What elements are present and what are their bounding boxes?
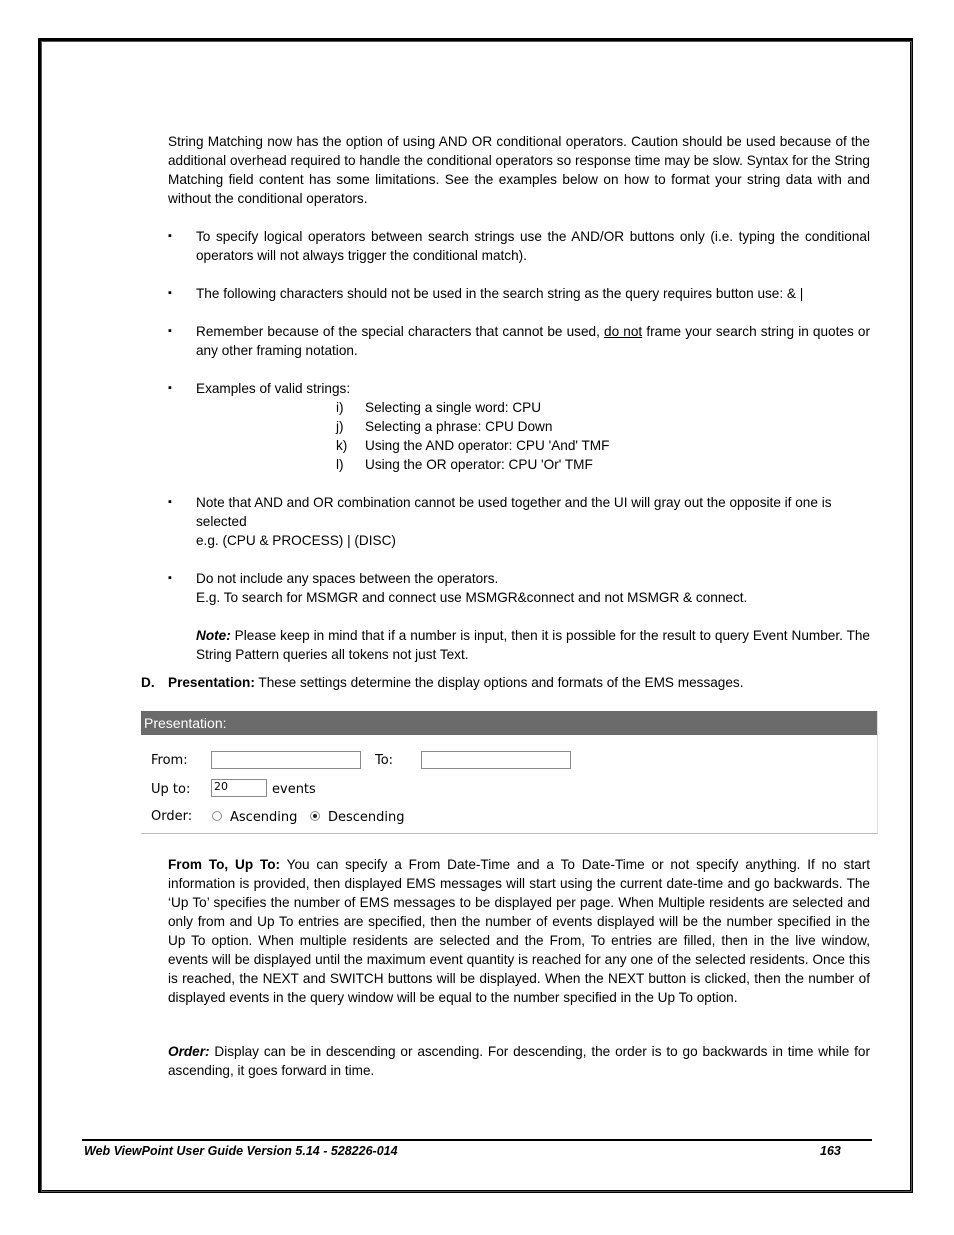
descending-label: Descending <box>328 810 405 825</box>
bullet-forbidden-characters: The following characters should not be used in the search string as the query requires button use: & | <box>196 286 804 301</box>
example-number: j) <box>336 419 344 434</box>
from-label: From: <box>151 753 188 768</box>
order-para-label: Order: <box>168 1044 210 1059</box>
from-to-label: From To, Up To: <box>168 857 281 872</box>
do-not-emphasis: do not <box>604 324 643 339</box>
order-text: Display can be in descending or ascending. For descending, the order is to go backwards in time while for ascending, it goes forward in time. <box>168 1044 870 1078</box>
bullet-marker: ▪ <box>168 230 172 242</box>
bullet-examples-heading: Examples of valid strings: <box>196 381 351 396</box>
presentation-panel-header: Presentation: <box>141 711 877 735</box>
bullet-and-or-example: e.g. (CPU & PROCESS) | (DISC) <box>196 533 396 548</box>
bullet-framing-text: Remember because of the special characters that cannot be used, <box>196 324 605 339</box>
from-to-paragraph <box>168 855 870 1007</box>
bullet-marker: ▪ <box>168 572 172 584</box>
from-to-text: You can specify a From Date-Time and a To Date-Time or not specify anything. If no start information is provided, then displayed EMS messages will start using the current date-time and go backwards. The ‘Up To’ specifies the number of EMS messages to be displayed per page. When Multiple residents are selected and only from and Up To entries are specified, then the number of events displayed will be the number specified in the Up To option. When multiple residents are selected and the From, To entries are filled, then in the live window, events will be displayed until the maximum event quantity is reached for any one of the selected residents. Once this is reached, the NEXT and SWITCH buttons will be displayed. When the NEXT button is clicked, then the number of displayed events in the query window will be equal to the number specified in the Up To option. <box>168 857 870 1005</box>
up-to-label: Up to: <box>151 782 191 797</box>
bullet-logical-operators: To specify logical operators between search strings use the AND/OR buttons only (i.e. typing the conditional operators will not always trigger the conditional match). <box>196 229 870 263</box>
events-label: events <box>272 782 316 797</box>
section-d-letter: D. <box>141 675 155 690</box>
bullet-marker: ▪ <box>168 496 172 508</box>
section-d-text: These settings determine the display options and formats of the EMS messages. <box>254 675 744 690</box>
page-border-inner <box>41 41 912 1192</box>
radio-selected-dot <box>313 814 317 818</box>
bullet-framing-text-end: frame your search string in quotes or any other framing notation. <box>196 324 870 358</box>
to-label: To: <box>375 753 394 768</box>
bullet-and-or-combination: Note that AND and OR combination cannot be used together and the UI will gray out the opposite if one is selected <box>196 495 832 529</box>
footer-title: Web ViewPoint User Guide Version 5.14 - 528226-014 <box>84 1144 398 1158</box>
note-text: Please keep in mind that if a number is input, then it is possible for the result to query Event Number. The String Pattern queries all tokens not just Text. <box>196 628 870 662</box>
section-d-paragraph <box>168 673 870 692</box>
example-text: Using the AND operator: CPU 'And' TMF <box>365 438 610 453</box>
page-number: 163 <box>820 1144 841 1158</box>
example-number: k) <box>336 438 348 453</box>
ascending-radio[interactable] <box>212 811 222 821</box>
to-date-input[interactable] <box>421 751 571 769</box>
example-text: Selecting a single word: CPU <box>365 400 542 415</box>
order-paragraph <box>168 1042 870 1080</box>
example-text: Selecting a phrase: CPU Down <box>365 419 553 434</box>
footer-rule <box>82 1139 872 1141</box>
ascending-label: Ascending <box>230 810 298 825</box>
note-paragraph <box>196 626 870 664</box>
bullet-marker: ▪ <box>168 287 172 299</box>
intro-paragraph: String Matching now has the option of using AND OR conditional operators. Caution should be used because of the additional overhead required to handle the conditional operators so response time may be slow. Syntax for the String Matching field content has some limitations. See the examples below on how to format your string data with and without the conditional operators. <box>168 134 870 206</box>
bullet-no-spaces: Do not include any spaces between the operators. <box>196 571 499 586</box>
bullet-marker: ▪ <box>168 325 172 337</box>
example-number: i) <box>336 400 344 415</box>
presentation-panel <box>141 711 878 834</box>
bullet-framing <box>196 322 870 360</box>
example-number: l) <box>336 457 344 472</box>
section-d-title: Presentation: <box>168 675 255 690</box>
bullet-marker: ▪ <box>168 382 172 394</box>
order-label: Order: <box>151 809 193 824</box>
from-date-input[interactable] <box>211 751 361 769</box>
up-to-input[interactable]: 20 <box>211 779 267 797</box>
bullet-no-spaces-example: E.g. To search for MSMGR and connect use MSMGR&connect and not MSMGR & connect. <box>196 590 748 605</box>
note-label: Note: <box>196 628 231 643</box>
descending-radio[interactable] <box>310 811 320 821</box>
example-text: Using the OR operator: CPU 'Or' TMF <box>365 457 593 472</box>
